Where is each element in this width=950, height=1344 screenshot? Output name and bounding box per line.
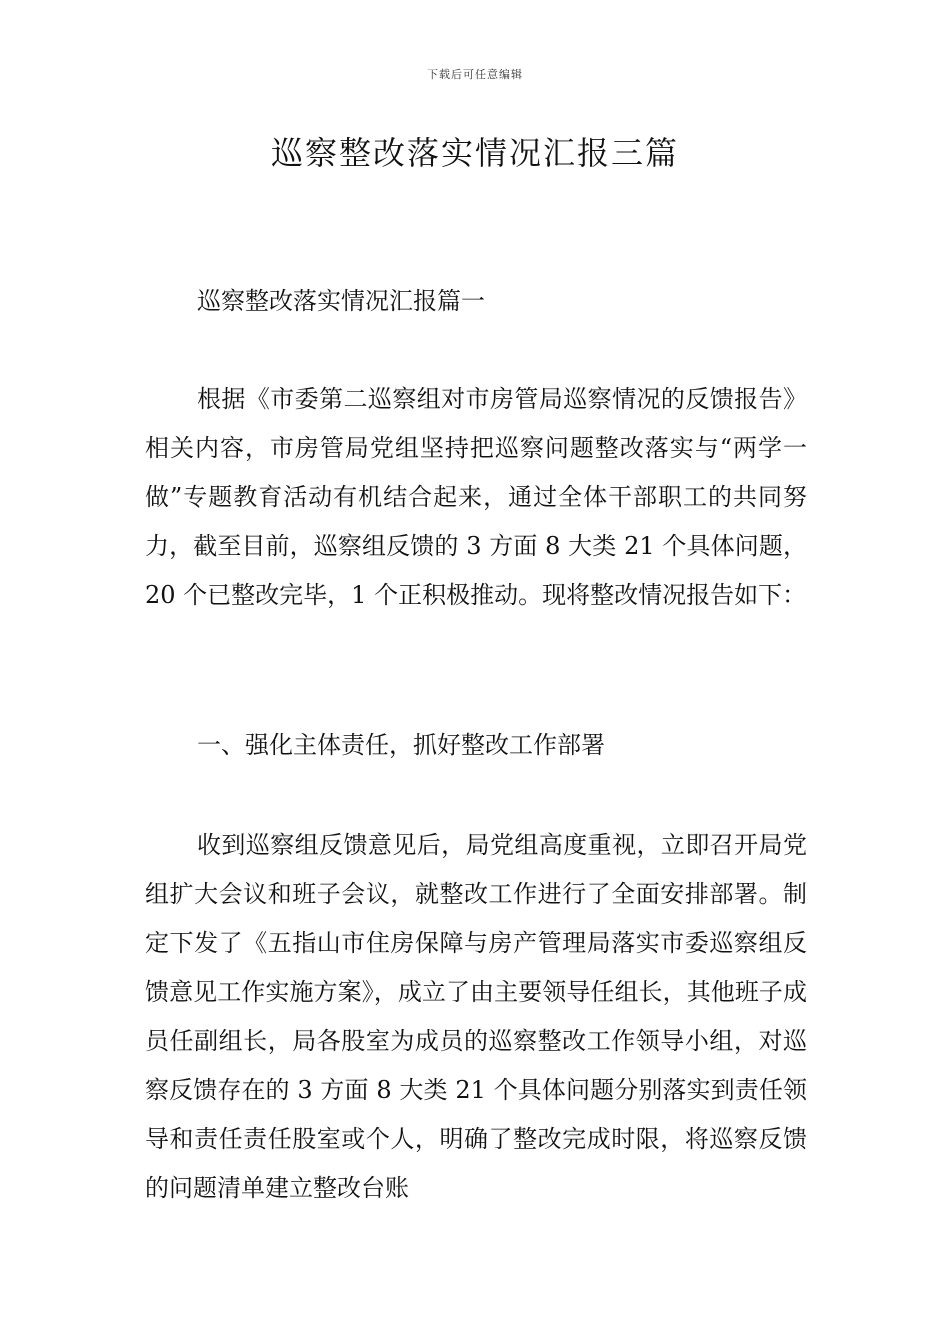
paragraph-intro: 根据《市委第二巡察组对市房管局巡察情况的反馈报告》相关内容，市房管局党组坚持把巡察问题整改落实与“两学一做”专题教育活动有机结合起来，通过全体干部职工的共同努力，截至目前，巡察组反馈的 3 方面 8 大类 21 个具体问题，20 个已整改完毕，1 个正积极推动。现将整改情况报告如下： <box>145 385 807 609</box>
paragraph-section-1: 收到巡察组反馈意见后，局党组高度重视，立即召开局党组扩大会议和班子会议，就整改工作进行了全面安排部署。制定下发了《五指山市住房保障与房产管理局落实市委巡察组反馈意见工作实施方案》，成立了由主要领导任组长，其他班子成员任副组长，局各股室为成员的巡察整改工作领导小组，对巡察反馈存在的 3 方面 8 大类 21 个具体问题分别落实到责任领导和责任责任股室或个人，明确了整改完成时限，将巡察反馈的问题清单建立整改台账 <box>145 831 807 1202</box>
section-heading-1: 一、强化主体责任，抓好整改工作部署 <box>197 731 605 759</box>
header-note: 下载后可任意编辑 <box>427 68 523 81</box>
part-heading: 巡察整改落实情况汇报篇一 <box>197 287 485 315</box>
document-title: 巡察整改落实情况汇报三篇 <box>270 134 679 172</box>
